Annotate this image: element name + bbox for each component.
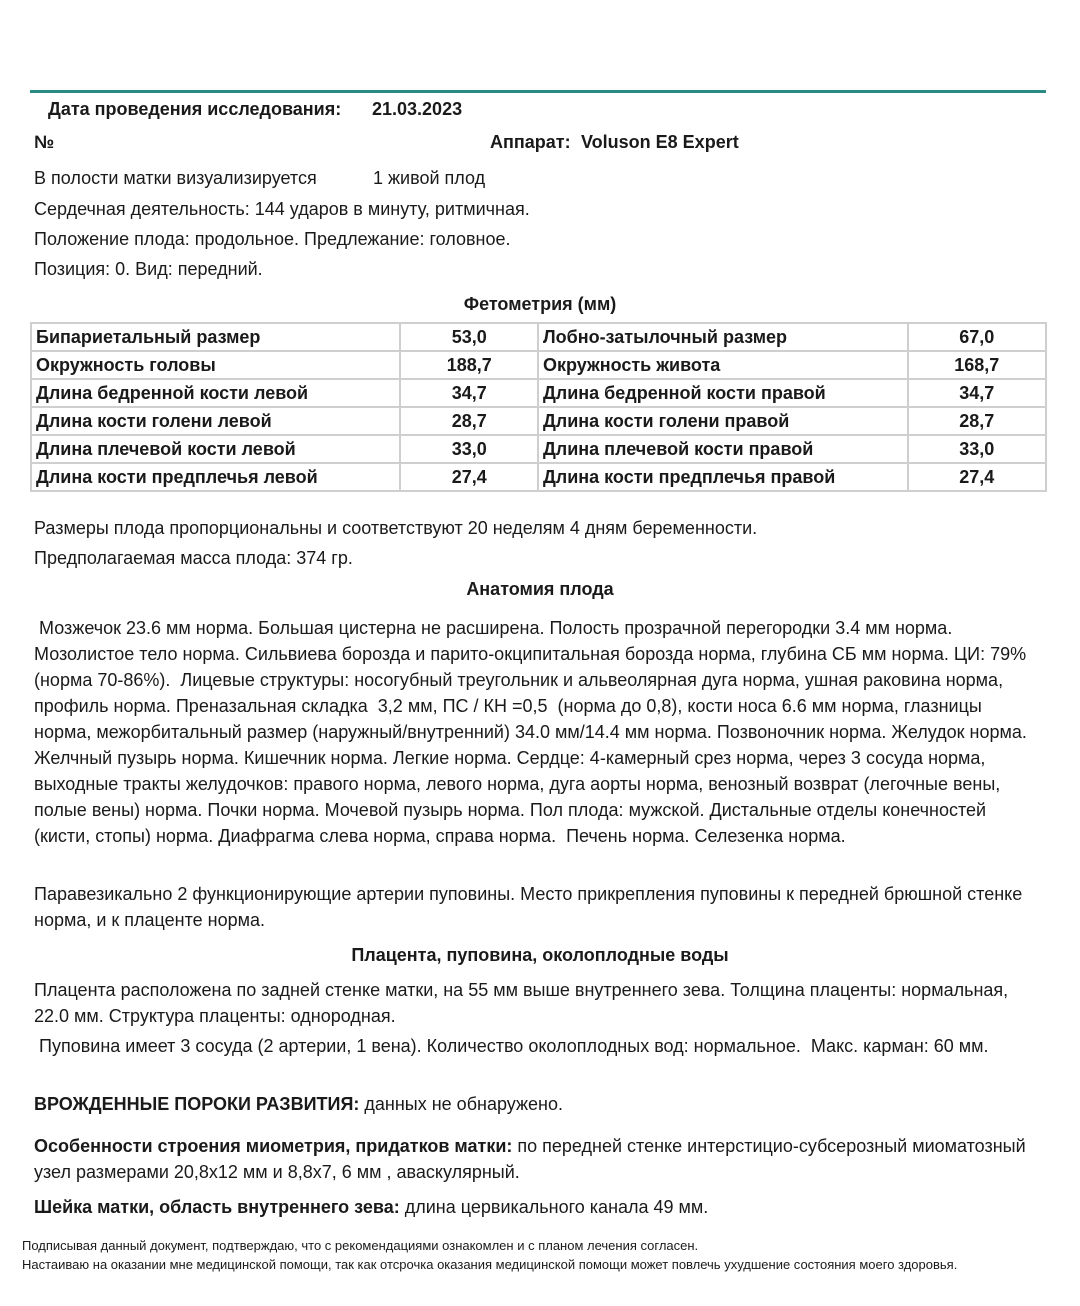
device-value: Voluson E8 Expert bbox=[581, 132, 739, 152]
right-value: 67,0 bbox=[908, 323, 1046, 351]
defects-value: данных не обнаружено. bbox=[359, 1094, 563, 1114]
general-line1-label: В полости матки визуализируется bbox=[34, 168, 317, 188]
left-label: Окружность головы bbox=[31, 351, 400, 379]
right-label: Окружность живота bbox=[538, 351, 908, 379]
right-label: Длина плечевой кости правой bbox=[538, 435, 908, 463]
general-line1-value: 1 живой плод bbox=[373, 168, 486, 188]
left-value: 28,7 bbox=[400, 407, 537, 435]
table-row bbox=[31, 463, 1046, 491]
myometrium-label: Особенности строения миометрия, придатков матки: bbox=[34, 1136, 513, 1156]
right-value: 168,7 bbox=[908, 351, 1046, 379]
table-row bbox=[31, 323, 1046, 351]
myometrium-value: по передней стенке интерстицио-субсерозный миоматозный узел размерами 20,8х12 мм и 8,8х7, 6 мм , аваскулярный. bbox=[34, 1136, 1026, 1182]
right-label: Лобно-затылочный размер bbox=[538, 323, 908, 351]
proportions-text: Размеры плода пропорциональны и соответствуют 20 неделям 4 дням беременности. bbox=[34, 518, 758, 538]
defects-label: ВРОЖДЕННЫЕ ПОРОКИ РАЗВИТИЯ: bbox=[34, 1094, 360, 1114]
table-row bbox=[31, 379, 1046, 407]
general-position: Положение плода: продольное. Предлежание: головное. bbox=[34, 229, 511, 249]
footer-insist: Настаиваю на оказании мне медицинской помощи, так как отсрочка оказания медицинской помощи может повлечь ухудшение состояния моего здоровья. bbox=[22, 1257, 958, 1272]
left-label: Длина кости предплечья левой bbox=[31, 463, 400, 491]
defects-paragraph bbox=[34, 1091, 1044, 1117]
left-value: 53,0 bbox=[400, 323, 537, 351]
cord-text: Паравезикально 2 функционирующие артерии пуповины. Место прикрепления пуповины к передней брюшной стенке норма, и к плаценте норма. bbox=[34, 884, 1023, 930]
cervix-label: Шейка матки, область внутреннего зева: bbox=[34, 1197, 400, 1217]
general-heartbeat: Сердечная деятельность: 144 ударов в минуту, ритмичная. bbox=[34, 199, 530, 219]
table-row bbox=[31, 435, 1046, 463]
date-label: Дата проведения исследования: bbox=[48, 99, 342, 119]
table-row bbox=[31, 407, 1046, 435]
right-value: 33,0 bbox=[908, 435, 1046, 463]
placenta-text: Плацента расположена по задней стенке матки, на 55 мм выше внутреннего зева. Толщина плаценты: нормальная, 22.0 мм. Структура плаценты: однородная. bbox=[34, 980, 1009, 1026]
left-label: Длина бедренной кости левой bbox=[31, 379, 400, 407]
anatomy-title: Анатомия плода bbox=[466, 579, 614, 599]
weight-text: Предполагаемая масса плода: 374 гр. bbox=[34, 548, 353, 568]
right-label: Длина бедренной кости правой bbox=[538, 379, 908, 407]
general-view: Позиция: 0. Вид: передний. bbox=[34, 259, 263, 279]
table-row bbox=[31, 351, 1046, 379]
left-label: Длина плечевой кости левой bbox=[31, 435, 400, 463]
anatomy-text: Мозжечок 23.6 мм норма. Большая цистерна не расширена. Полость прозрачной перегородки 3.4 мм норма. Мозолистое тело норма. Сильвиева борозда и парито-окципитальная борозда норма, глубина СБ мм норма. ЦИ: 79% (норма 70-86%). Лицевые структуры: носогубный треугольник и альвеолярная дуга норма, ушная раковина норма, профиль норма. Преназальная складка 3,2 мм, ПС / КН =0,5 (норма до 0,8), кости носа 6.6 мм норма, глазницы норма, межорбитальный размер (наружный/внутренний) 34.0 мм/14.4 мм норма. Позвоночник норма. Желудок норма. Желчный пузырь норма. Кишечник норма. Легкие норма. Сердце: 4-камерный срез норма, через 3 сосуда норма, выходные тракты желудочков: правого норма, левого норма, дуга аорты норма, венозный возврат (легочные вены, полые вены) норма. Почки норма. Мочевой пузырь норма. Пол плода: мужской. Дистальные отделы конечностей (кисти, стопы) норма. Диафрагма слева норма, справа норма. Печень норма. Селезенка норма. bbox=[34, 618, 1032, 846]
fetometry-title: Фетометрия (мм) bbox=[463, 294, 617, 314]
right-value: 28,7 bbox=[908, 407, 1046, 435]
date-value: 21.03.2023 bbox=[372, 99, 463, 119]
placenta-title: Плацента, пуповина, околоплодные воды bbox=[351, 945, 729, 965]
right-label: Длина кости голени правой bbox=[538, 407, 908, 435]
right-label: Длина кости предплечья правой bbox=[538, 463, 908, 491]
cord-vessels-text: Пуповина имеет 3 сосуда (2 артерии, 1 вена). Количество околоплодных вод: нормальное. Макс. карман: 60 мм. bbox=[34, 1036, 989, 1056]
left-value: 34,7 bbox=[400, 379, 537, 407]
myometrium-paragraph bbox=[34, 1133, 1044, 1185]
left-value: 33,0 bbox=[400, 435, 537, 463]
right-value: 27,4 bbox=[908, 463, 1046, 491]
cervix-paragraph bbox=[34, 1194, 1044, 1220]
number-label: № bbox=[34, 132, 55, 152]
cervix-value: длина цервикального канала 49 мм. bbox=[399, 1197, 709, 1217]
device-label: Аппарат: bbox=[490, 132, 571, 152]
footer-consent: Подписывая данный документ, подтверждаю, что с рекомендациями ознакомлен и с планом лечения согласен. bbox=[22, 1238, 699, 1253]
fetometry-table bbox=[30, 322, 1047, 492]
left-label: Длина кости голени левой bbox=[31, 407, 400, 435]
left-value: 27,4 bbox=[400, 463, 537, 491]
left-label: Бипариетальный размер bbox=[31, 323, 400, 351]
header-rule bbox=[30, 90, 1046, 93]
left-value: 188,7 bbox=[400, 351, 537, 379]
right-value: 34,7 bbox=[908, 379, 1046, 407]
